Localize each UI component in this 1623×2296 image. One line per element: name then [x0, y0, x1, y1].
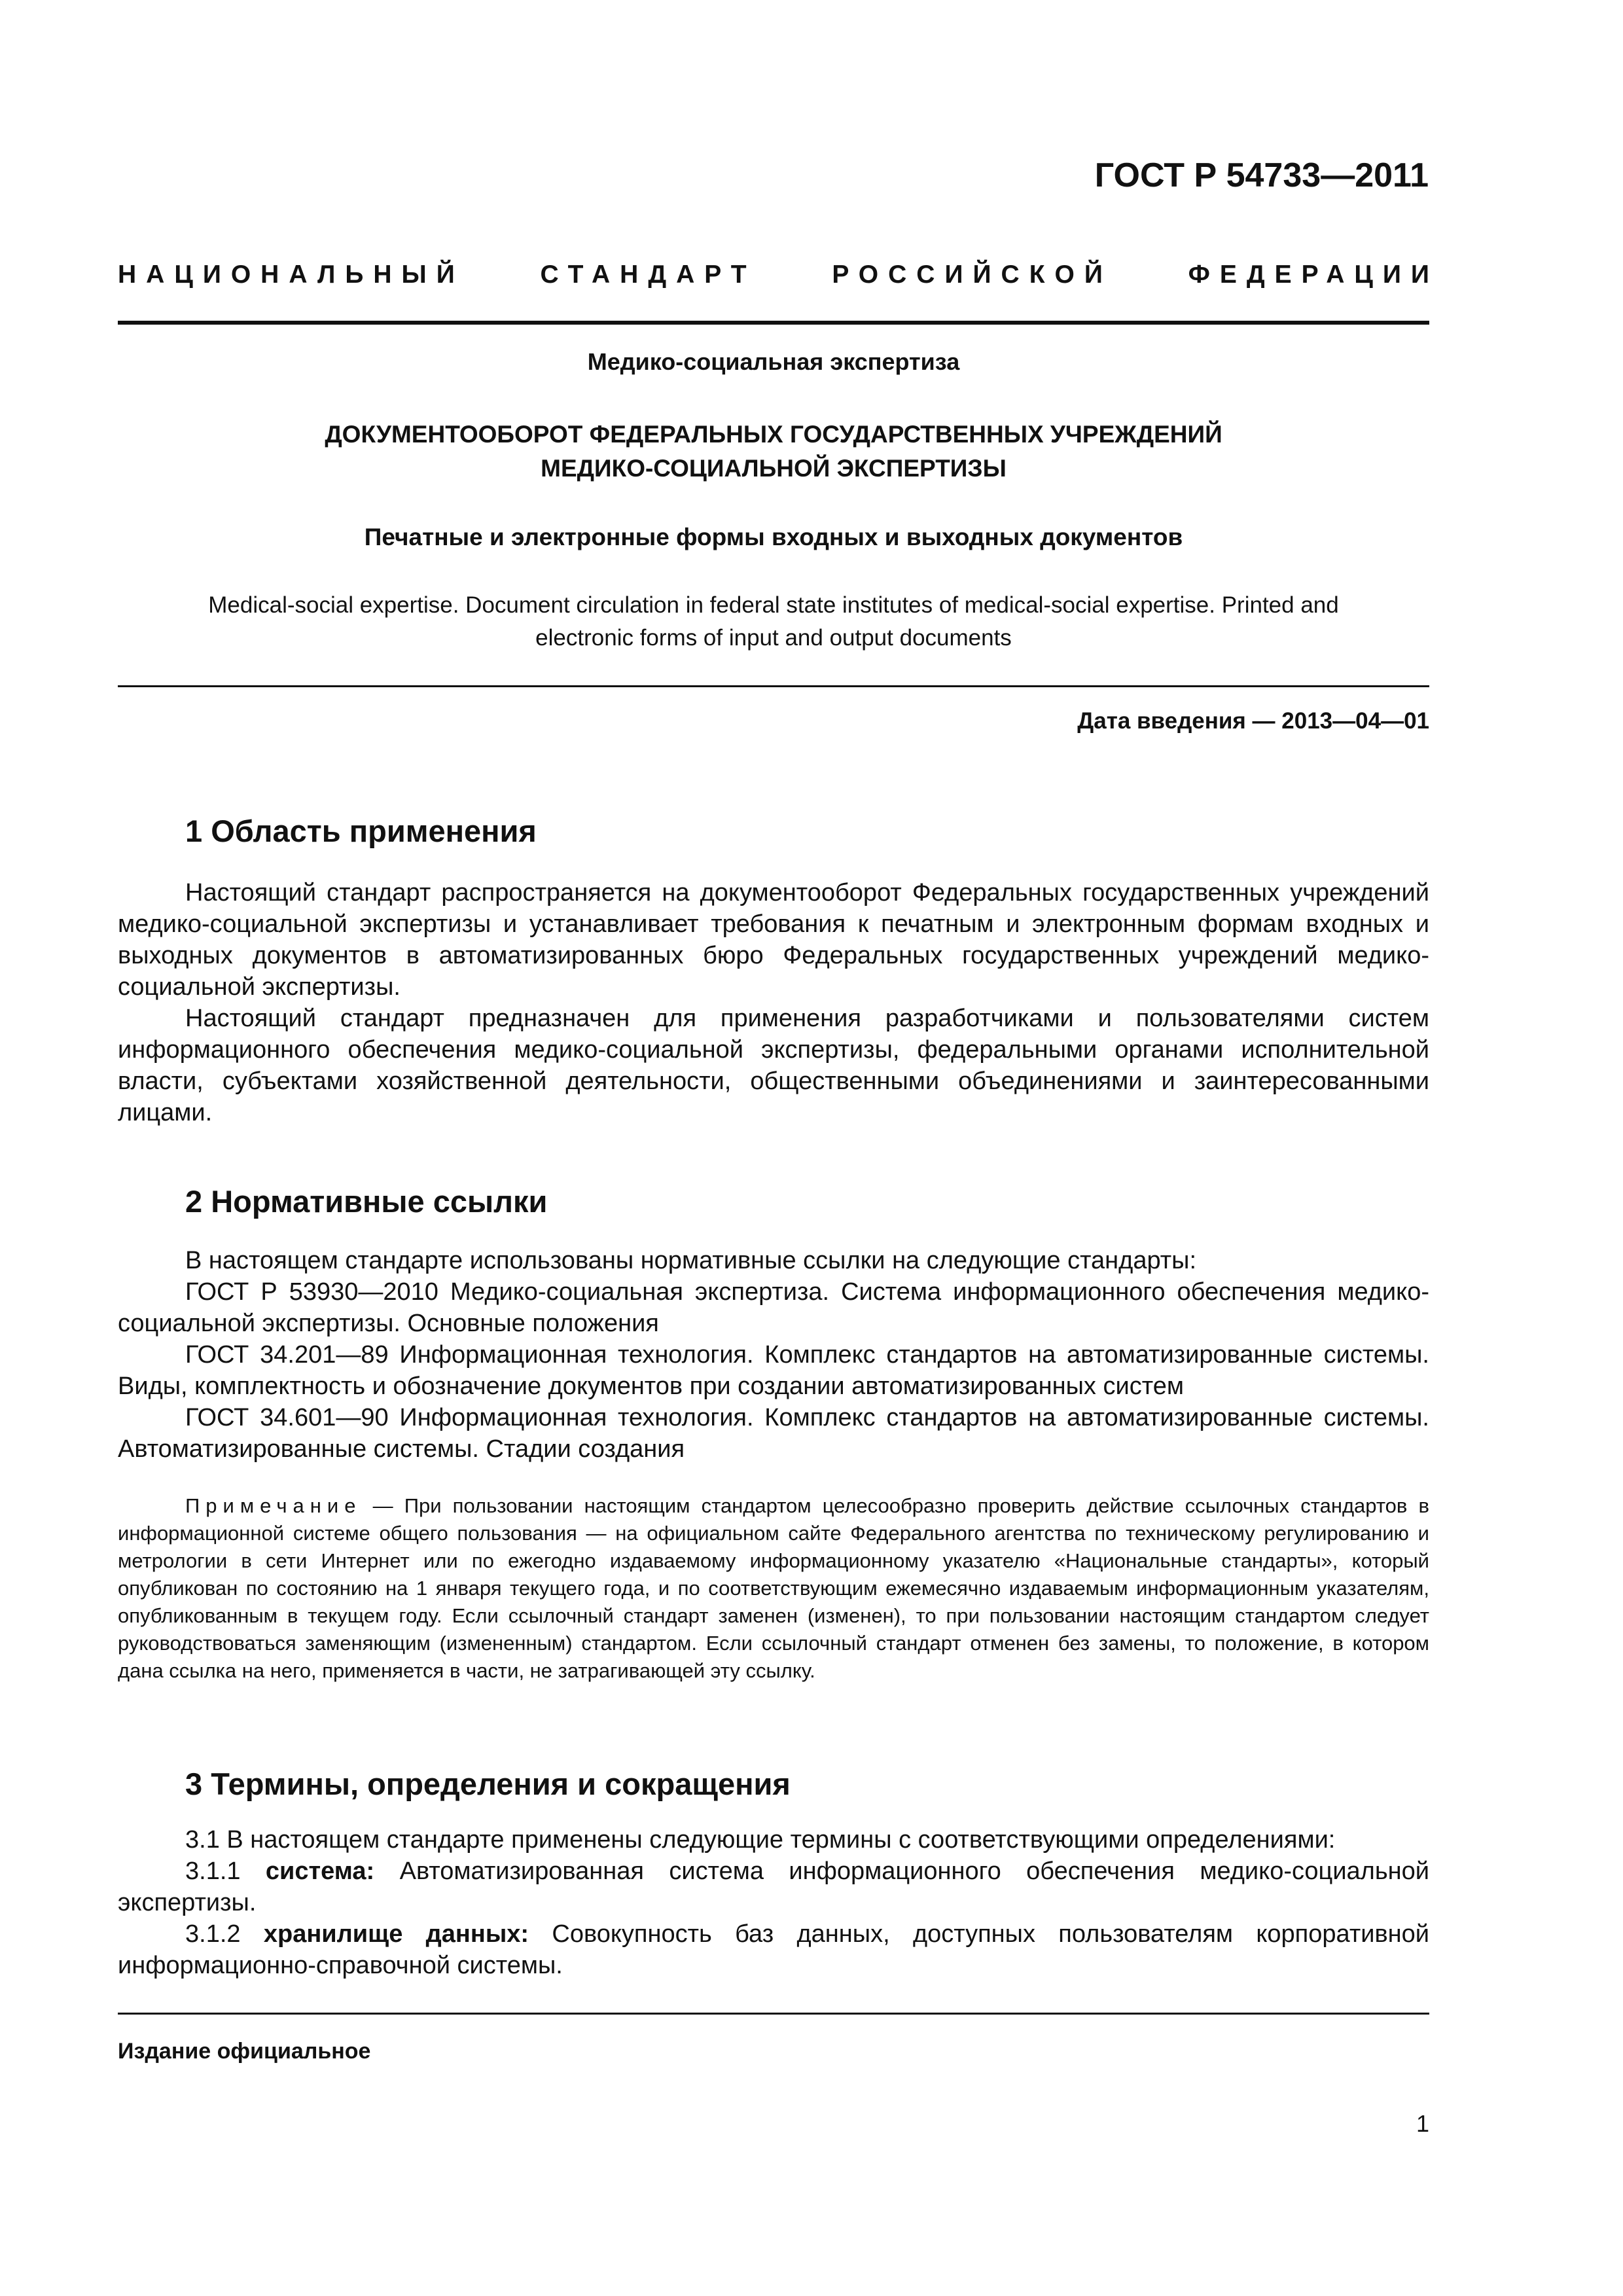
national-standard-header — [118, 260, 1439, 289]
document-subtitle: Печатные и электронные формы входных и выходных документов — [364, 524, 1183, 550]
term: система: — [265, 1857, 375, 1885]
english-title — [118, 589, 1429, 655]
note-label: Примечание — [185, 1494, 362, 1517]
header-word: ФЕДЕРАЦИИ — [1188, 260, 1439, 289]
paragraph: Настоящий стандарт распространяется на документооборот Федеральных государственных учреждений медико-социальной экспертизы и устанавливает требования к печатным и электронным формам входных и выходных документов в автоматизированных бюро Федеральных государственных учреждений медико-социальной экспертизы. — [118, 879, 1429, 1001]
reference-item: ГОСТ 34.601—90 Информационная технология. Комплекс стандартов на автоматизированные системы. Автоматизированные системы. Стадии создания — [118, 1404, 1429, 1463]
reference-item: ГОСТ 34.201—89 Информационная технология. Комплекс стандартов на автоматизированные системы. Виды, комплектность и обозначение документов при создании автоматизированных систем — [118, 1341, 1429, 1400]
note — [118, 1492, 1429, 1685]
paragraph: Настоящий стандарт предназначен для применения разработчиками и пользователями систем информационного обеспечения медико-социальной экспертизы, федеральными органами исполнительной власти, субъектами хозяйственной деятельности, общественными объединениями и заинтересованными лицами. — [118, 1005, 1429, 1126]
title-divider — [118, 685, 1429, 687]
section-heading: 2 Нормативные ссылки — [185, 1184, 548, 1219]
term-number: 3.1.2 — [185, 1920, 264, 1948]
header-divider — [118, 321, 1429, 325]
term-definition — [118, 1856, 1429, 1918]
section-body — [118, 877, 1429, 1128]
header-word: РОССИЙСКОЙ — [832, 260, 1113, 289]
edition-label: Издание официальное — [118, 2039, 371, 2064]
section-body — [118, 1824, 1429, 1981]
paragraph: В настоящем стандарте использованы нормативные ссылки на следующие стандарты: — [185, 1247, 1197, 1274]
subject-area: Медико-социальная экспертиза — [587, 348, 960, 375]
main-title-line: ДОКУМЕНТООБОРОТ ФЕДЕРАЛЬНЫХ ГОСУДАРСТВЕННЫХ УЧРЕЖДЕНИЙ — [325, 421, 1222, 448]
main-title-line: МЕДИКО-СОЦИАЛЬНОЙ ЭКСПЕРТИЗЫ — [541, 455, 1007, 482]
introduction-date: Дата введения — 2013—04—01 — [1077, 708, 1429, 734]
section-body — [118, 1245, 1429, 1465]
term: хранилище данных: — [263, 1920, 529, 1948]
term-definition — [118, 1918, 1429, 1981]
header-word: СТАНДАРТ — [540, 260, 757, 289]
page-number: 1 — [1416, 2110, 1429, 2137]
term-number: 3.1.1 — [185, 1857, 266, 1885]
english-title-line: Medical-social expertise. Document circulation in federal state institutes of medical-social expertise. Printed and — [208, 592, 1339, 618]
english-title-line: electronic forms of input and output documents — [535, 625, 1012, 651]
paragraph: 3.1 В настоящем стандарте применены следующие термины с соответствующими определениями: — [185, 1826, 1336, 1854]
section-heading: 1 Область применения — [185, 814, 537, 848]
note-text: — При пользовании настоящим стандартом целесообразно проверить действие ссылочных стандартов в информационной системе общего пользования — на официальном сайте Федерального агентства по техническому регулированию и метрологии в сети Интернет или по ежегодно издаваемому информационному указателю «Национальные стандарты», который опубликован по состоянию на 1 января текущего года, и по соответствующим ежемесячно издаваемым информационным указателям, опубликованным в текущем году. Если ссылочный стандарт заменен (изменен), то при пользовании настоящим стандартом следует руководствоваться заменяющим (измененным) стандартом. Если ссылочный стандарт отменен без замены, то положение, в котором дана ссылка на него, применяется в части, не затрагивающей эту ссылку. — [118, 1494, 1429, 1682]
section-heading: 3 Термины, определения и сокращения — [185, 1767, 791, 1801]
standard-number: ГОСТ Р 54733—2011 — [1094, 156, 1429, 194]
footer-divider — [118, 2013, 1429, 2015]
reference-item: ГОСТ Р 53930—2010 Медико-социальная экспертиза. Система информационного обеспечения медико-социальной экспертизы. Основные положения — [118, 1278, 1429, 1337]
definition: Совокупность баз данных, доступных пользователям корпоративной информационно-справочной системы. — [118, 1920, 1429, 1979]
definition: Автоматизированная система информационного обеспечения медико-социальной экспертизы. — [118, 1857, 1429, 1916]
header-word: НАЦИОНАЛЬНЫЙ — [118, 260, 465, 289]
main-title — [118, 418, 1429, 486]
